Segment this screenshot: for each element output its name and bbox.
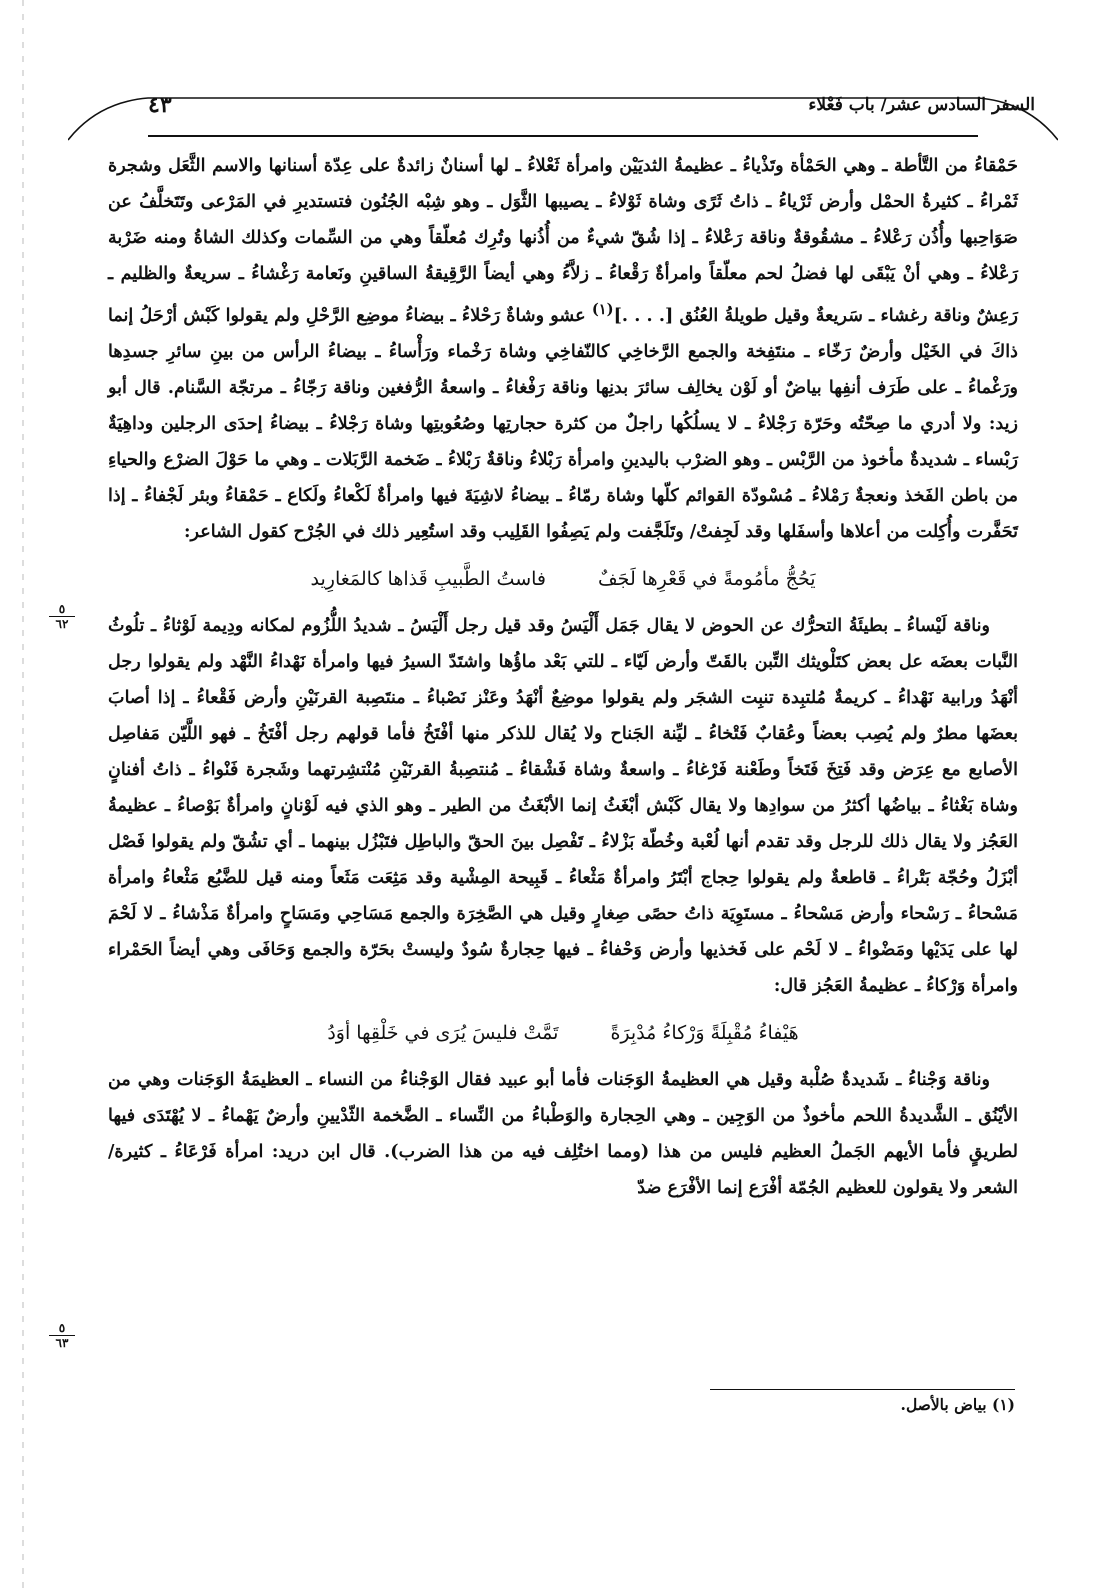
paragraph-text: وناقة وَجْناءُ ـ شَديدةٌ صُلْبة وقيل هي العظيمةُ الوَجَنات فأما أبو عبيد فقال الوَجْناءُ من النساء ـ العظيمَةُ الوَجَنات وهي من الأيْنُق ـ الشَّديدةُ اللحم مأخوذٌ من الوَجِين ـ وهي الحِجارة والوَطْباءُ من النِّساء ـ الضَّخمة الثّدْيينِ وأرضٌ يَهْماءُ ـ لا يُهْتَدَى فيها لطريقٍ فأما الأيهم الجَملُ العظيم فليس من هذا (ومما اختُلِف فيه من هذا الضرب). xyxy=(108,1068,1018,1162)
verse-second-hemistich: فاستُ الطَّبيبِ قَذاها كالمَغارِيد xyxy=(310,567,547,590)
margin-ref-top: ٥ xyxy=(58,602,66,616)
paragraph-text: عشو وشاةٌ رَحْلاءُ ـ بيضاءُ موضِع الرَّحْلِ ولم يقولوا كَبْش أرْحَلُ إنما ذاكَ في الخَيْل وأرضٌ رَخّاء ـ منتَفِخة والجمع الرَّخاخِي كالنّفاخِي وشاة رَخْماء ورَأْساءُ ـ بيضاءُ الرأس من بينِ سائرِ جسدِها ورَغْماءُ ـ على طَرَف أنفِها بياضٌ أو لَوْن يخالِف سائرَ بدنِها وناقة رَفْغاءُ ـ واسعةُ الرُّفغين وناقة رَجّاءُ ـ مرتجّة السَّنام. xyxy=(108,304,1018,398)
body-text xyxy=(108,148,1018,1206)
scan-edge xyxy=(22,0,24,1595)
page-number: ٤٣ xyxy=(148,92,172,118)
footnote-marker: (١) xyxy=(991,1395,1015,1414)
verse-first-hemistich: هَيْفاءُ مُقْبِلَةً وَرْكاءُ مُدْبِرَةً xyxy=(610,1021,799,1044)
verse-first-hemistich: يَحُجُّ مأمُومةً في قَعْرِها لَجَفٌ xyxy=(598,567,816,590)
margin-ref-bottom: ٦٢ xyxy=(55,617,69,631)
paragraph-text: امرأة فَرْعَاءُ ـ كثيرة/ الشعر ولا يقولون للعظيم الجُمّة أفْرَع إنما الأفْرَع ضدّ xyxy=(108,1140,1018,1198)
margin-folio-ref xyxy=(45,1322,79,1349)
paragraph-3 xyxy=(108,1062,1018,1206)
paragraph-text: ولا أدري ما صِحّتُه وحَرّة رَجْلاءُ ـ لا يسلُكُها راجلٌ من كثرة حجارتِها وصُعُوبتِها وشاة رَجْلاءُ ـ بيضاءُ إحدَى الرجلين وداهِيَةٌ رَبْساء ـ شديدةٌ مأخوذ من الرَّبْس ـ وهو الضرْب باليدينِ وامرأة رَبْلاءُ وناقةٌ رَبْلاءُ ـ ضَخمة الرَّبَلات ـ وهي ما حَوْلَ الضرْع والحياءِ من باطن الفَخذ ونعجةٌ رَمْلاءُ ـ مُسْودّة القوائم كلّها وشاة رمّاءُ ـ بيضاءُ لاشِيَةَ فيها وامرأةٌ لَكْعاءُ ولَكاع ـ حَمْقاءُ وبئر لَجْفاءُ ـ إذا تَحَفَّرت وأُكِلت من أعلاها وأسفَلها وقد لَجِفتْ/ وتَلَجَّفت ولم يَصِفُوا القَلِيب وقد استُعِير ذلك في الجُرْح كقول الشاعر: xyxy=(108,412,1018,542)
running-title: السفر السادس عشر/ باب فَعْلاء xyxy=(808,95,1035,115)
footnote xyxy=(901,1395,1015,1414)
paragraph-text: حَمْقاءُ من التَّأطة ـ وهي الحَمْأة وتَذْياءُ ـ عظيمةُ الثديَيْن وامرأة ثَعْلاءُ ـ لها أسنانٌ زائدةٌ على عِدّة أسنانها والاسم الثَّعَل وشجرة ثَمْراءُ ـ كثيرةُ الحمْل وأرض ثَرْياءُ ـ ذاتُ ثَرًى وشاة ثَوْلاءُ ـ يصيبها الثَّوَل ـ وهو شِبْه الجُنُون فتستديرِ في المَرْعى وتَتَخلَّفُ عن صَوَاحِبها وأُذُن رَعْلاءُ ـ مشقُوقةٌ وناقة رَعْلاءُ ـ إذا شُقّ شيءٌ من أُذُنها وتُرِك مُعلّقاً وهي من السِّمات وكذلك الشاةُ ومنه ضَرْبة رَعْلاءُ ـ وهي أنْ يَبْقَى لها فضلُ لحم معلّقاً وامرأةٌ رَقْعاءُ ـ زلاَّءُ وهي أيضاً الرَّقِيقةُ الساقينِ ونَعامة رَغْشاءُ ـ سريعةٌ والظليم ـ رَعِشٌ وناقة رغشاء ـ سَريعةٌ وقيل طويلةُ العُنُق [. . . .] xyxy=(108,155,1019,326)
verse-second-hemistich: تَمَّتْ فليسَ يُرَى في خَلْقِها أوَدُ xyxy=(327,1021,559,1044)
paragraph-1 xyxy=(108,148,1018,550)
paragraph-2 xyxy=(108,608,1018,1004)
speaker-label: قال أبو زيد: xyxy=(108,376,1018,434)
verse-2 xyxy=(108,1004,1018,1062)
paragraph-text: وناقة لَيْساءُ ـ بطيئَةُ التحرُّك عن الحوض لا يقال جَمَل أَلْيَسُ وقد قيل رجل أَلْيَسُ ـ شديدُ اللُّزُوم لمكانه ودِيمة لَوْثاءُ ـ تلُوثُ النَّبات بعضَه عل بعض كتَلْويثك التِّبن بالقَتّ وأرض لَيّاء ـ للتي بَعْد ماؤُها واشتَدّ السيرُ فيها وامرأة نَهْداءُ النَّهْد ولم يقولوا رجل أنْهَدُ ورابية نَهْداءُ ـ كريمةٌ مُلتبِدة تنبِت الشجَر ولم يقولوا موضِعٌ أنْهَدُ وعَنْز نَصْباءُ ـ منتَصِبة القرنَيْنِ وأرض فَقْعاءُ ـ إذا أصابَ بعضَها مطرٌ ولم يُصِب بعضاً وعُقابٌ فَتْخاءُ ـ ليِّنة الجَناح ولا يُقال للذكر منها أفْتَخُ فأما قولهم رجل أفْتَخُ ـ فهو اللَّيّن مَفاصِل الأصابع مع عِرَض وقد فَتِخَ فَتَخاً وطَعْنة فَرْغاءُ ـ واسعةٌ وشاة فَشْقاءُ ـ مُنتصِبةُ القرنَيْنِ مُنْتشِرتهما وشَجرة فَنْواءُ ـ ذاتُ أفنانٍ وشاة بَغْثاءُ ـ بياضُها أكثرُ من سوادِها ولا يقال كَبْش أبْغَثُ إنما الأبْغَثُ من الطير ـ وهو الذي فيه لَوْنانٍ وامرأةٌ بَوْصاءُ ـ عظيمةُ العَجُز ولا يقال ذلك للرجل وقد تقدم أنها لُعْبة وخُطّة بَزْلاءُ ـ تَفْصِل بينَ الحقّ والباطِل فتَبْزُل بينهما ـ أي تشُقّ ولم يقولوا فَصْل أبْزَلُ وحُجّة بَتْراءُ ـ قاطعةٌ ولم يقولوا حِجاج أبْتَرُ وامرأةٌ مَثْعاءُ ـ قَبِيحة المِشْية وقد مَثِعَت مَثَعاً ومنه قيل للضَّبُع مَثْعاءُ وامرأة مَسْحاءُ ـ رَسْحاء وأرض مَسْحاءُ ـ مستَوِيَة ذاتُ حصًى صِغارٍ وقيل هي الصَّخِرَة والجمع مَسَاحِي ومَسَاحٍ وامرأةٌ مَذْشاءُ ـ لا لَحْمَ لها على يَدَيْها ومَضْواءُ ـ لا لَحْم على فَخذيها وأرض وَحْفاءُ ـ فيها حِجارةٌ سُودٌ وليستْ بحَرّة والجمع وَحَافَى وهي أيضاً الحَمْراء وامرأة وَرْكاءُ ـ عظيمةُ العَجُز قال: xyxy=(108,614,1018,996)
footnote-text: بياض بالأصل. xyxy=(900,1395,987,1414)
margin-folio-ref xyxy=(45,603,79,630)
footnote-separator xyxy=(710,1389,1015,1390)
verse-1 xyxy=(108,550,1018,608)
margin-ref-bottom: ٦٣ xyxy=(55,1336,69,1350)
speaker-label: قال ابن دريد: xyxy=(271,1140,376,1162)
margin-ref-top: ٥ xyxy=(58,1321,66,1335)
footnote-reference: (١) xyxy=(591,301,614,318)
